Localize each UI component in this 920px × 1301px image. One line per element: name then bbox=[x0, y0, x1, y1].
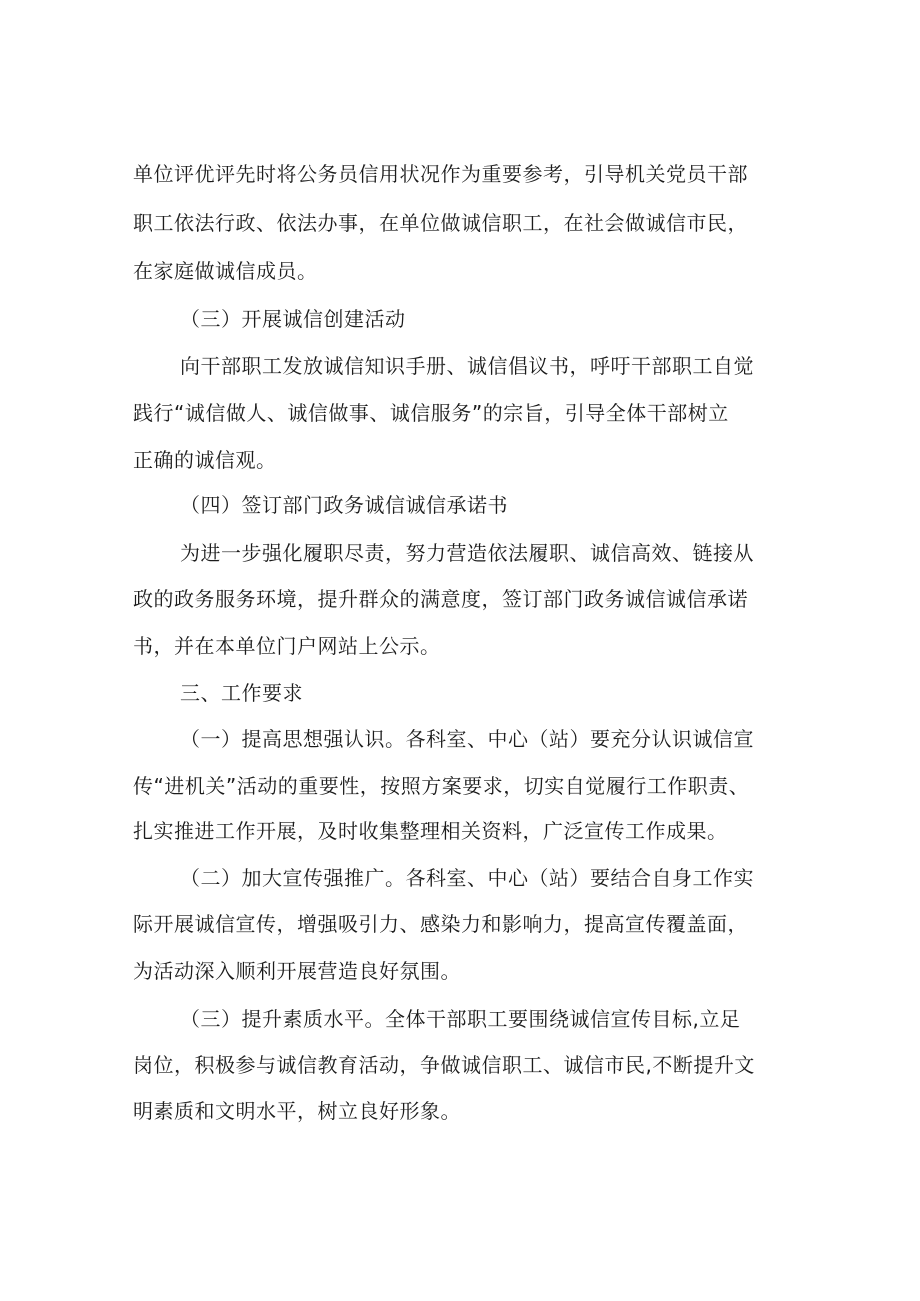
body-text-line: 明素质和文明水平，树立良好形象。 bbox=[133, 1099, 461, 1123]
body-text-line: 为进一步强化履职尽责，努力营造依法履职、诚信高效、链接从 bbox=[180, 541, 754, 565]
section-heading: （四）签订部门政务诚信诚信承诺书 bbox=[180, 493, 508, 517]
body-text-line: （二）加大宣传强推广。各科室、中心（站）要结合自身工作实 bbox=[180, 866, 754, 890]
body-text-line: 向干部职工发放诚信知识手册、诚信倡议书，呼吁干部职工自觉 bbox=[180, 354, 754, 378]
body-text-line: 单位评优评先时将公务员信用状况作为重要参考，引导机关党员干部 bbox=[133, 162, 748, 186]
body-text-line: 职工依法行政、依法办事，在单位做诚信职工，在社会做诚信市民， bbox=[133, 211, 748, 235]
body-text-line: 际开展诚信宣传，增强吸引力、感染力和影响力，提高宣传覆盖面， bbox=[133, 912, 748, 936]
body-text-line: （一）提高思想强认识。各科室、中心（站）要充分认识诚信宣 bbox=[180, 727, 754, 751]
body-text-line: 书，并在本单位门户网站上公示。 bbox=[133, 634, 441, 658]
body-text-line: 传“进机关”活动的重要性，按照方案要求，切实自觉履行工作职责、 bbox=[133, 774, 750, 798]
body-text-line: 践行“诚信做人、诚信做事、诚信服务”的宗旨，引导全体干部树立 bbox=[133, 401, 729, 425]
section-heading: 三、工作要求 bbox=[180, 681, 303, 705]
body-text-line: 岗位，积极参与诚信教育活动，争做诚信职工、诚信市民,不断提升文 bbox=[133, 1053, 755, 1077]
body-text-line: 正确的诚信观。 bbox=[133, 448, 277, 472]
body-text-line: （三）提升素质水平。全体干部职工要围绕诚信宣传目标,立足 bbox=[180, 1007, 741, 1031]
body-text-line: 在家庭做诚信成员。 bbox=[133, 259, 318, 283]
body-text-line: 为活动深入顺利开展营造良好氛围。 bbox=[133, 959, 461, 983]
section-heading: （三）开展诚信创建活动 bbox=[180, 307, 406, 331]
body-text-line: 政的政务服务环境，提升群众的满意度，签订部门政务诚信诚信承诺 bbox=[133, 587, 748, 611]
body-text-line: 扎实推进工作开展，及时收集整理相关资料，广泛宣传工作成果。 bbox=[133, 819, 728, 843]
